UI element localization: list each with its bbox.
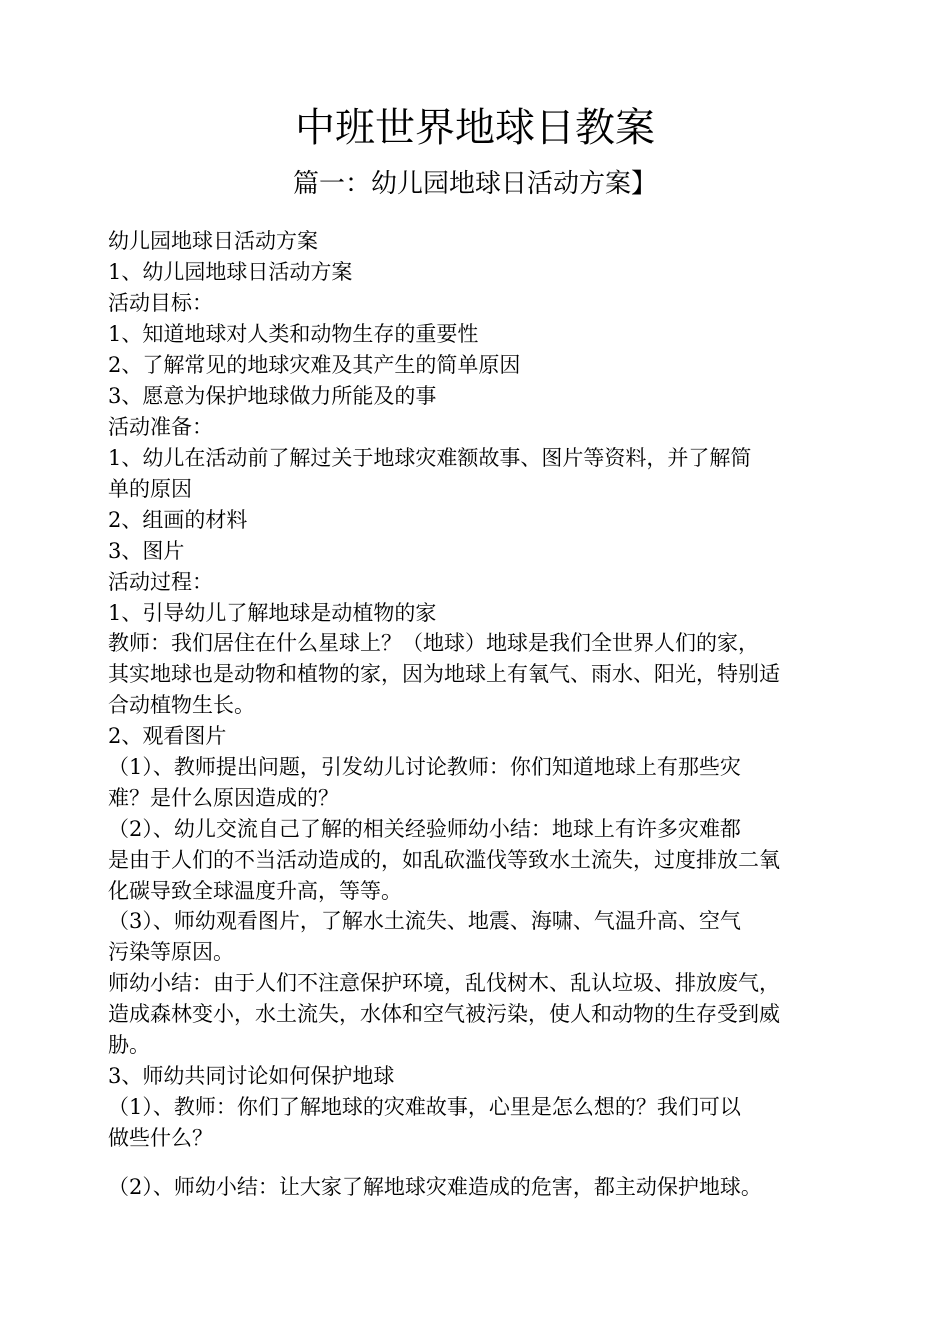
- body-line: 2、组画的材料: [108, 508, 248, 532]
- body-line: 3、图片: [108, 539, 185, 563]
- body-line: 胁。: [108, 1033, 150, 1057]
- body-line: （2）、师幼小结：让大家了解地球灾难造成的危害，都主动保护地球。: [108, 1175, 762, 1199]
- body-line: （3）、师幼观看图片，了解水土流失、地震、海啸、气温升高、空气: [108, 909, 741, 933]
- body-line: 3、愿意为保护地球做力所能及的事: [108, 384, 437, 408]
- body-line: 活动准备：: [108, 415, 213, 439]
- body-line: 活动过程：: [108, 570, 213, 594]
- body-line: 难？是什么原因造成的？: [108, 786, 339, 810]
- body-line: 3、师幼共同讨论如何保护地球: [108, 1064, 395, 1088]
- body-line: 做些什么？: [108, 1126, 213, 1150]
- body-line: 1、幼儿园地球日活动方案: [108, 260, 353, 284]
- document-title: 中班世界地球日教案: [295, 105, 655, 151]
- body-line: 1、幼儿在活动前了解过关于地球灾难额故事、图片等资料，并了解简: [108, 446, 752, 470]
- body-line: 2、了解常见的地球灾难及其产生的简单原因: [108, 353, 521, 377]
- body-line: 合动植物生长。: [108, 693, 255, 717]
- body-line: 造成森林变小，水土流失，水体和空气被污染，使人和动物的生存受到威: [108, 1002, 780, 1026]
- body-line: 2、观看图片: [108, 724, 227, 748]
- body-line: 活动目标：: [108, 291, 213, 315]
- body-line: 是由于人们的不当活动造成的，如乱砍滥伐等致水土流失，过度排放二氧: [108, 848, 780, 872]
- body-line: 污染等原因。: [108, 940, 234, 964]
- body-line: 其实地球也是动物和植物的家，因为地球上有氧气、雨水、阳光，特别适: [108, 662, 780, 686]
- body-line: （1）、教师提出问题，引发幼儿讨论教师：你们知道地球上有那些灾: [108, 755, 741, 779]
- body-line: 化碳导致全球温度升高，等等。: [108, 879, 402, 903]
- body-line: 1、引导幼儿了解地球是动植物的家: [108, 601, 437, 625]
- body-line: （2）、幼儿交流自己了解的相关经验师幼小结：地球上有许多灾难都: [108, 817, 741, 841]
- body-line: 单的原因: [108, 477, 192, 501]
- body-line: 1、知道地球对人类和动物生存的重要性: [108, 322, 479, 346]
- body-line: （1）、教师：你们了解地球的灾难故事，心里是怎么想的？我们可以: [108, 1095, 741, 1119]
- body-line: 幼儿园地球日活动方案: [108, 229, 318, 253]
- body-line: 教师：我们居住在什么星球上？（地球）地球是我们全世界人们的家，: [108, 631, 759, 655]
- body-line: 师幼小结：由于人们不注意保护环境，乱伐树木、乱认垃圾、排放废气，: [108, 971, 780, 995]
- document-subtitle: 篇一：幼儿园地球日活动方案】: [292, 169, 657, 199]
